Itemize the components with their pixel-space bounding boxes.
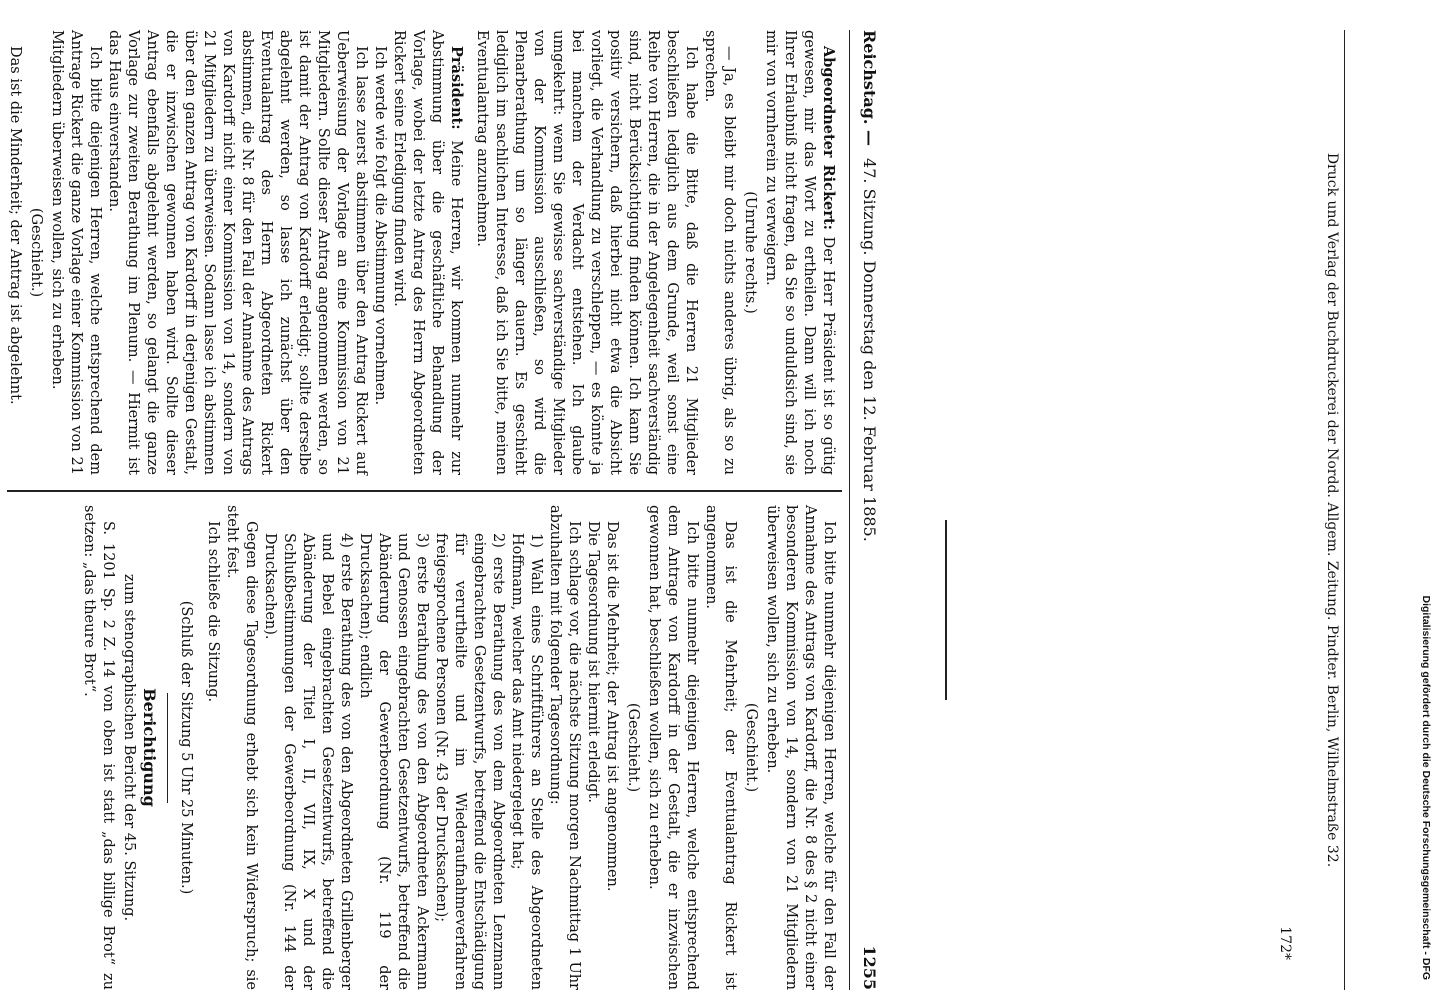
paragraph: Ich habe die Bitte, daß die Herren 21 Mitglieder beschließen lediglich aus dem Grunde, weil sonst eine Reihe von Herren, die in der Angelegenheit sachverständig sind, nicht Berücksichtigung finden können. Ich kann Sie positiv versichern, daß hierbei nicht etwa die Absicht vorliegt, die Verhandlung zu verschleppen, — es könnte ja bei manchem der Verdacht entstehen. Ich glaube umgekehrt: wenn Sie gewisse sachverständige Mitglieder von der Kommission ausschließen, so wird die Plenarberathung um so länger dauern. Es geschieht lediglich im sachlichen Interesse, daß ich Sie bitte, meinen Eventualantrag anzunehmen.: [474, 30, 699, 475]
paragraph: Ich schlage vor, die nächste Sitzung morgen Nachmittag 1 Uhr abzuhalten mit folgender Tagesordnung:: [547, 505, 582, 990]
paragraph-text: Der Herr Präsident ist so gütig gewesen, mir das Wort zu ertheilen. Dann will ich noch Ihrer Erlaubniß nicht fragen, da Sie so unduldsich sind, sie mir von vornherein zu verweigern.: [763, 30, 836, 476]
interjection-note: (Geschieht.): [625, 702, 641, 793]
header-section: Reichstag. —: [860, 30, 880, 147]
paragraph: Ich bitte nunmehr diejenigen Herren, welche entsprechend dem Antrage von Kardorff in der Gestalt, die er inzwischen gewonnen hat, beschließen wollen, sich zu erheben.: [646, 505, 700, 990]
page-number: 1255: [860, 945, 880, 990]
column-right: [79, 505, 838, 990]
paragraph: Ich bitte nunmehr diejenigen Herren, welche für den Fall der Annahme des Antrags von Kardorff, die Nr. 8 des § 2 nicht einer besonderen Kommission von 14, sondern von 21 Mitgliedern überweisen wollen, sich zu erheben.: [764, 505, 837, 990]
paragraph: Das ist die Mehrheit; der Antrag ist angenommen.: [604, 521, 620, 892]
paragraph: Die Tagesordnung ist hiermit erledigt.: [585, 521, 601, 803]
credit-text: Digitalisierung gefördert durch die Deutsche Forschungsgemeinschaft - DFG: [1420, 595, 1432, 980]
digitization-credit: [1410, 0, 1432, 1000]
agenda-item: 4) erste Berathung des von den Abgeordneten Grillenberger und Bebel eingebrachten Gesetzentwurfs, betreffend die Abänderung der Titel I, II, VII, IX, X und der Schlußbestimmungen der Gewerbeordnung (Nr. 144 der Drucksachen).: [262, 533, 354, 990]
agenda-item: 2) erste Berathung des von dem Abgeordneten Lenzmann eingebrachten Gesetzentwurfs, betreffend die Entschädigung für verurtheilte und im Wiederaufnahmeverfahren freigesprochene Personen (Nr. 43 der Drucksachen);: [433, 533, 506, 990]
agenda-list: [260, 505, 545, 990]
sheet-signature: 172*: [1277, 926, 1293, 960]
correction-subtitle: zum stenographischen Bericht der 45. Sitzung.: [121, 573, 137, 922]
page-header: [849, 30, 890, 990]
closing-note: (Schluß der Sitzung 5 Uhr 25 Minuten.): [178, 600, 194, 895]
paragraph: Gegen diese Tagesordnung erhebt sich kein Widerspruch; sie steht fest.: [224, 505, 259, 990]
paragraph: Das ist die Minderheit; der Antrag ist abgelehnt.: [7, 46, 23, 405]
interjection-note: (Geschieht.): [743, 702, 759, 793]
speaker-name: Präsident:: [448, 46, 465, 130]
speaker-name: Abgeordneter Rickert:: [820, 46, 837, 230]
header-title: 47. Sitzung. Donnerstag den 12. Februar 1885.: [860, 158, 880, 542]
paragraph: — Ja, es bleibt mir doch nichts anderes übrig, als so zu sprechen.: [702, 30, 737, 475]
correction-title: Berichtigung: [140, 688, 159, 807]
paragraph: Ich schließe die Sitzung.: [205, 521, 221, 703]
column-divider: [7, 490, 842, 492]
page-footer: [1255, 0, 1345, 1000]
interjection-note: (Geschieht.): [28, 207, 44, 298]
column-left: [5, 30, 838, 475]
paragraph: Ich bitte diejenigen Herren, welche entsprechend dem Antrage Rickert die ganze Vorlage einer Kommission von 21 Mitgliedern überweisen wollen, sich zu erheben.: [49, 30, 103, 475]
correction-text: S. 1201 Sp. 2 Z. 14 von oben ist statt „das billige Brot“ zu setzen: „das theure Brot“.: [81, 505, 116, 990]
paragraph-text: Meine Herren, wir kommen nunmehr zur Abstimmung über die geschäftliche Behandlung der Vorlage, wobei der letzte Antrag des Herrn Abgeordneten Rickert seine Erledigung finden wird.: [391, 30, 464, 476]
agenda-item: 3) erste Berathung des von den Abgeordneten Ackermann und Genossen eingebrachten Gesetzentwurfs, betreffend die Abänderung der Gewerbeordnung (Nr. 119 der Drucksachen); endlich: [357, 533, 430, 990]
section-separator: [167, 693, 168, 803]
imprint-line: Druck und Verlag der Buchdruckerei der Nordd. Allgem. Zeitung. Pindter. Berlin, Wilhelmstraße 32.: [1324, 30, 1345, 990]
agenda-item: 1) Wahl eines Schriftführers an Stelle des Abgeordneten Hoffmann, welcher das Amt niedergelegt hat;: [509, 533, 544, 990]
paragraph: [761, 30, 838, 475]
paragraph: Ich lasse zuerst abstimmen über den Antrag Rickert auf Ueberweisung der Vorlage an eine Kommission von 21 Mitgliedern. Sollte dieser Antrag angenommen werden, so ist damit der Antrag von Kardorff erledigt; sollte derselbe abgelehnt werden, so lasse ich zunächst über den Eventualantrag des Herrn Abgeordneten Rickert abstimmen, die Nr. 8 für den Fall der Annahme des Antrags von Kardorff nicht einer Kommission von 14, sondern von 21 Mitgliedern zu überweisen. Sodann lasse ich abstimmen über den ganzen Antrag von Kardorff in derjenigen Gestalt, die er inzwischen gewonnen haben wird. Sollte dieser Antrag ebenfalls abgelehnt werden, so gelangt die ganze Vorlage zur zweiten Berathung im Plenum. — Hiermit ist das Haus einverstanden.: [106, 30, 369, 475]
interjection-note: (Unruhe rechts.): [742, 191, 758, 314]
paragraph: Das ist die Mehrheit; der Eventualantrag Rickert ist angenommen.: [703, 505, 738, 990]
paragraph: Ich werde wie folgt die Abstimmung vornehmen.: [372, 46, 388, 406]
paragraph: [389, 30, 466, 475]
short-rule: [945, 520, 947, 700]
